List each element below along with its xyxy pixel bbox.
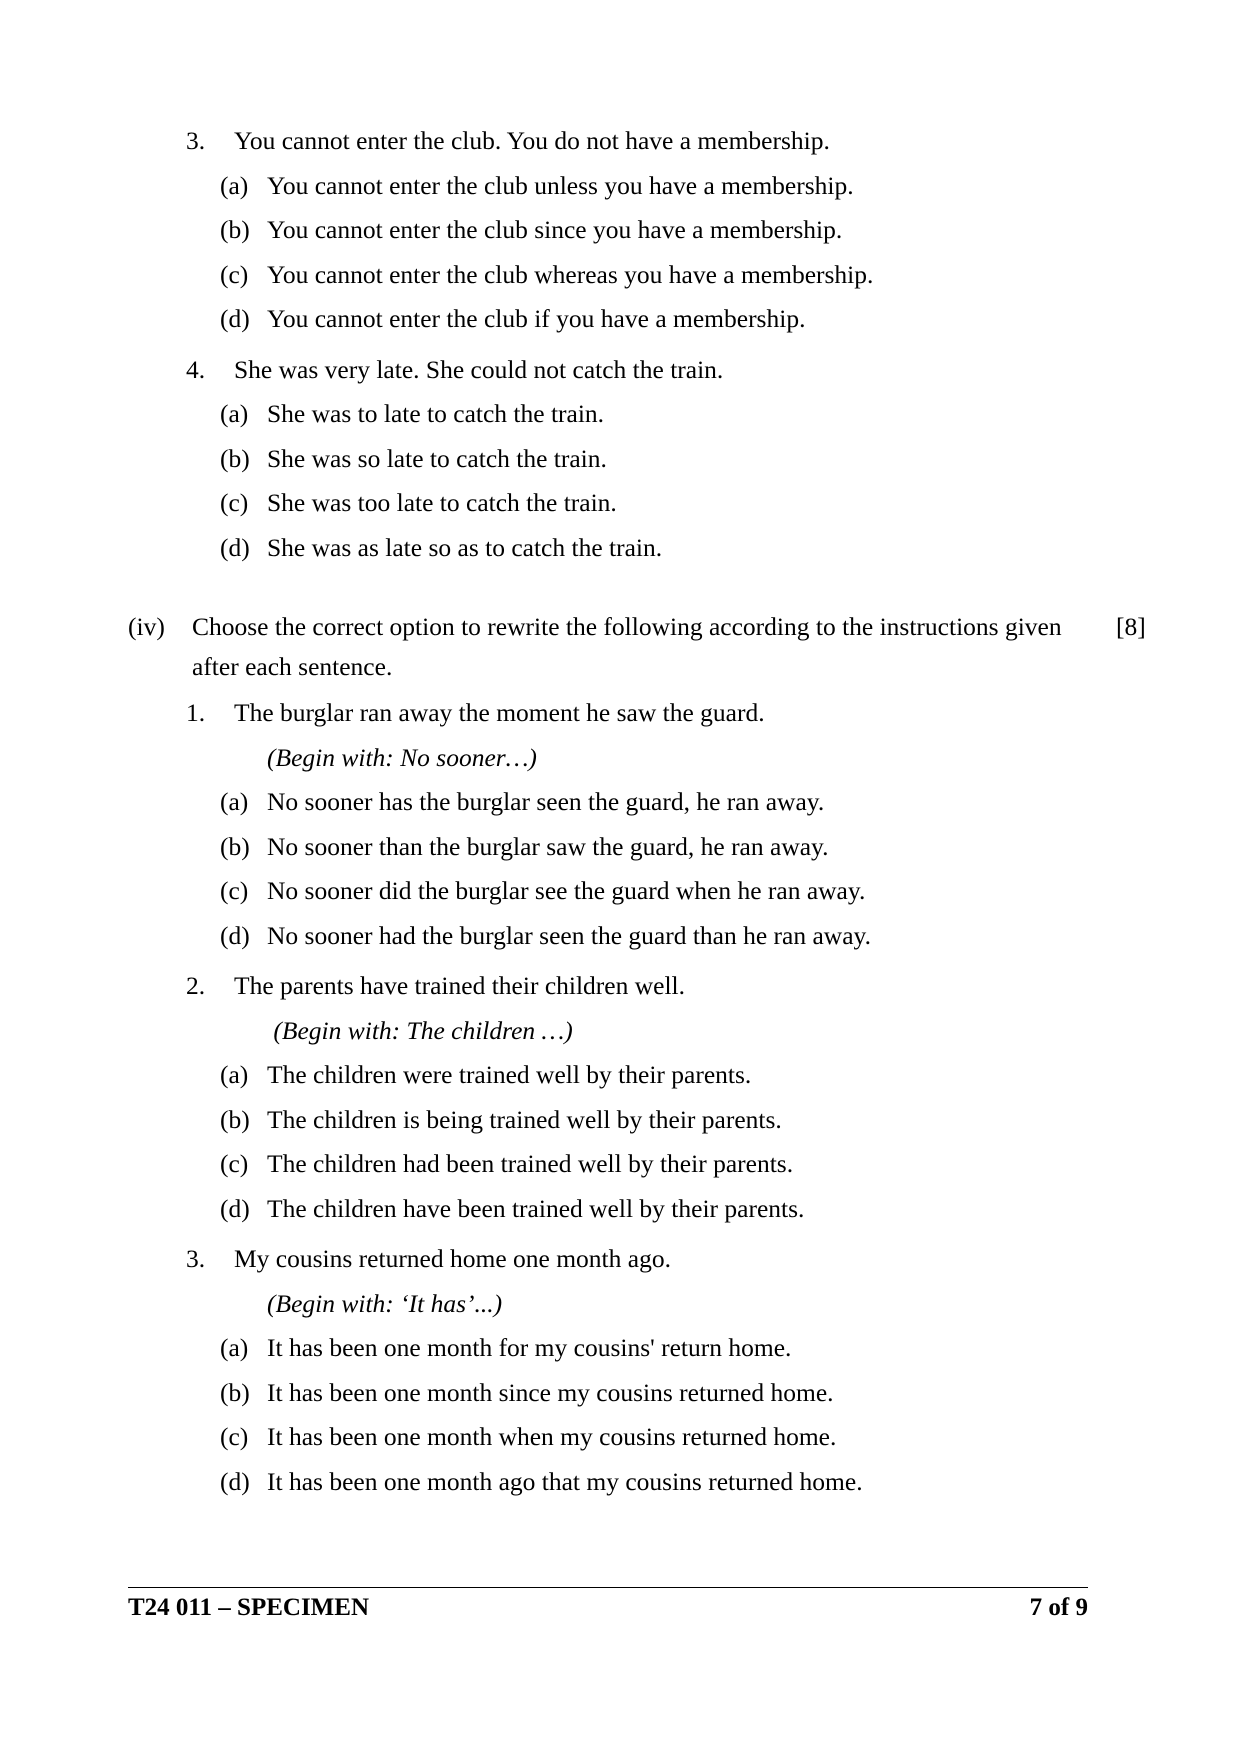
option-text: She was too late to catch the train. (267, 488, 617, 517)
option-label: (c) (220, 259, 249, 289)
option-row[interactable] (128, 1104, 1088, 1134)
footer-line (128, 1594, 1088, 1622)
option-text: It has been one month for my cousins' return home. (267, 1333, 792, 1363)
option-label: (b) (220, 1377, 250, 1407)
page-footer (128, 1587, 1088, 1622)
option-row[interactable] (128, 831, 1088, 861)
option-label: (d) (220, 1466, 250, 1496)
question-row (128, 700, 1088, 726)
question-row (128, 1246, 1088, 1272)
question-row (128, 354, 1088, 384)
question-stem: You cannot enter the club. You do not have a membership. (234, 126, 830, 155)
option-text: The children were trained well by their parents. (267, 1060, 752, 1090)
option-label: (a) (220, 399, 249, 428)
section-marks: [8] (1116, 612, 1146, 641)
footer-paper-code: T24 011 – SPECIMEN (128, 1594, 370, 1621)
begin-with-instruction: (Begin with: ‘It has’...) (267, 1288, 503, 1318)
option-row[interactable] (128, 1466, 1088, 1496)
option-row[interactable] (128, 1193, 1088, 1223)
option-label: (d) (220, 1193, 250, 1223)
option-text: You cannot enter the club if you have a membership. (267, 304, 806, 333)
option-label: (c) (220, 1149, 249, 1179)
option-label: (a) (220, 787, 249, 817)
option-label: (b) (220, 1104, 250, 1134)
option-label: (d) (220, 532, 250, 562)
section-body (192, 607, 1146, 686)
option-row[interactable] (128, 217, 1088, 243)
option-text: It has been one month ago that my cousins returned home. (267, 1466, 863, 1496)
option-row[interactable] (128, 1062, 1088, 1088)
option-row[interactable] (128, 490, 1088, 516)
begin-with-row (128, 1015, 1088, 1045)
option-label: (c) (220, 1422, 249, 1452)
question-row (128, 973, 1088, 999)
option-label: (a) (220, 1333, 249, 1363)
option-label: (b) (220, 215, 250, 244)
option-text: You cannot enter the club whereas you have a membership. (267, 259, 874, 289)
question-stem: The parents have trained their children well. (234, 971, 686, 1001)
option-text: No sooner has the burglar seen the guard, he ran away. (267, 787, 825, 817)
option-text: No sooner did the burglar see the guard when he ran away. (267, 876, 866, 906)
option-label: (d) (220, 920, 250, 950)
question-stem: She was very late. She could not catch the train. (234, 354, 724, 384)
option-row[interactable] (128, 170, 1088, 200)
option-text: No sooner than the burglar saw the guard, he ran away. (267, 831, 829, 861)
option-text: She was to late to catch the train. (267, 399, 605, 428)
question-number: 2. (186, 971, 206, 1001)
page-content (128, 126, 1146, 1513)
section-instruction: Choose the correct option to rewrite the following according to the instructions given after each sentence. (192, 612, 1062, 681)
question-number: 3. (186, 1244, 206, 1274)
question-stem: The burglar ran away the moment he saw the guard. (234, 698, 765, 728)
option-row[interactable] (128, 878, 1088, 904)
option-label: (a) (220, 1060, 249, 1090)
option-text: You cannot enter the club unless you have a membership. (267, 170, 854, 200)
begin-with-instruction: (Begin with: The children …) (267, 1015, 573, 1045)
option-text: The children is being trained well by their parents. (267, 1104, 782, 1134)
option-text: No sooner had the burglar seen the guard than he ran away. (267, 920, 871, 950)
option-label: (b) (220, 831, 250, 861)
option-row[interactable] (128, 789, 1088, 815)
question-number: 1. (186, 698, 206, 728)
option-row[interactable] (128, 920, 1088, 950)
question-number: 3. (186, 126, 206, 155)
footer-page-number: 7 of 9 (1029, 1594, 1088, 1621)
option-row[interactable] (128, 1151, 1088, 1177)
begin-with-row (128, 742, 1088, 772)
section-row (128, 607, 1146, 686)
option-label: (c) (220, 876, 249, 906)
option-label: (d) (220, 304, 250, 333)
option-row[interactable] (128, 401, 1088, 427)
option-row[interactable] (128, 259, 1088, 289)
spacer (128, 579, 1088, 585)
option-text: The children had been trained well by their parents. (267, 1149, 794, 1179)
option-row[interactable] (128, 1424, 1088, 1450)
option-row[interactable] (128, 532, 1088, 562)
question-row (128, 128, 1088, 154)
option-text: The children have been trained well by their parents. (267, 1193, 805, 1223)
option-text: She was as late so as to catch the train. (267, 532, 663, 562)
option-row[interactable] (128, 1377, 1088, 1407)
option-row[interactable] (128, 1335, 1088, 1361)
option-text: It has been one month since my cousins returned home. (267, 1377, 834, 1407)
footer-divider (128, 1587, 1088, 1588)
option-text: It has been one month when my cousins returned home. (267, 1422, 837, 1452)
question-number: 4. (186, 354, 206, 384)
option-label: (b) (220, 443, 250, 473)
option-label: (c) (220, 488, 249, 517)
option-text: She was so late to catch the train. (267, 443, 607, 473)
begin-with-row (128, 1288, 1088, 1318)
option-text: You cannot enter the club since you have a membership. (267, 215, 843, 244)
section-marker: (iv) (128, 612, 165, 641)
option-label: (a) (220, 170, 249, 200)
option-row[interactable] (128, 443, 1088, 473)
question-stem: My cousins returned home one month ago. (234, 1244, 671, 1274)
option-row[interactable] (128, 306, 1088, 332)
begin-with-instruction: (Begin with: No sooner…) (267, 742, 537, 772)
